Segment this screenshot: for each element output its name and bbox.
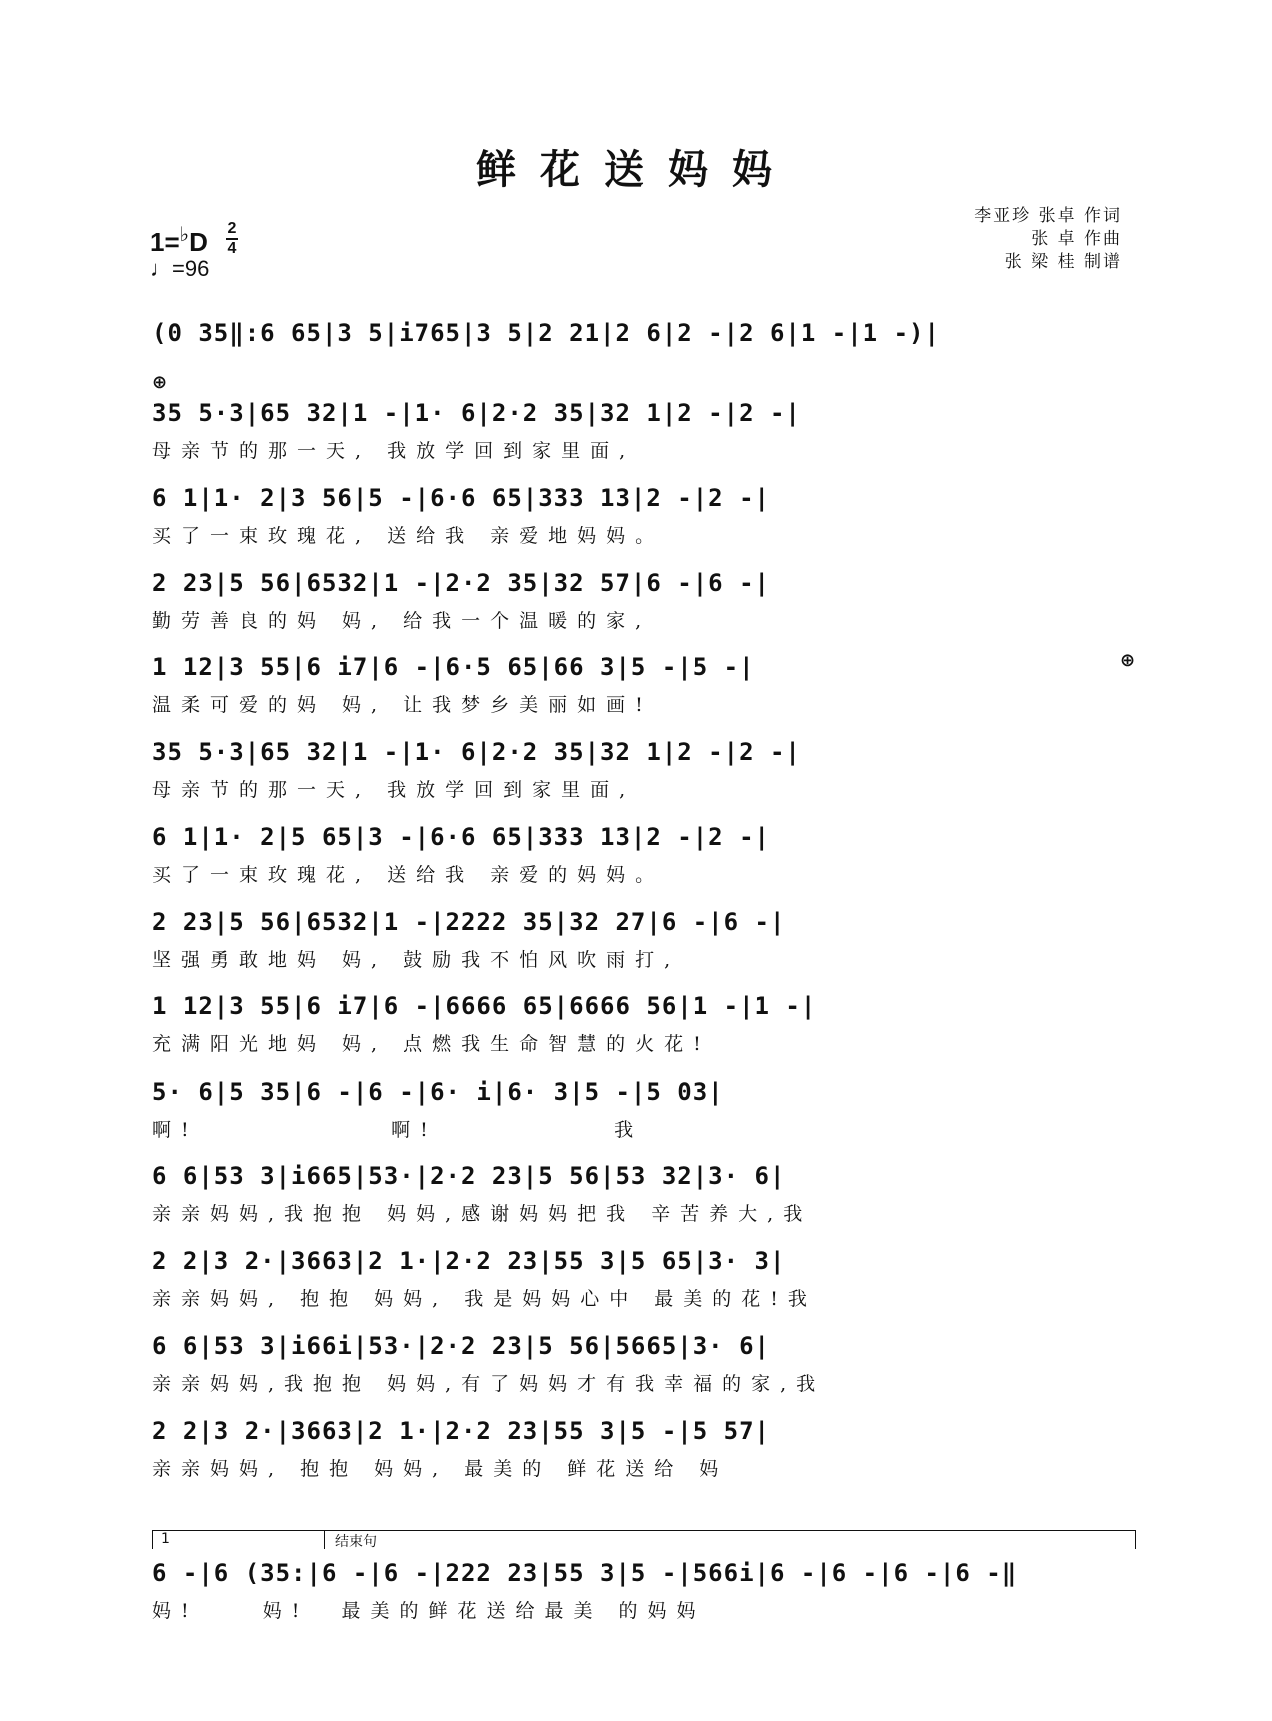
lyrics-line: 买了一束玫瑰花, 送给我 亲爱地妈妈。 bbox=[152, 525, 665, 547]
notation-line: 35 5·3|65 32|1 -|1· 6|2·2 35|32 1|2 -|2 -| bbox=[152, 399, 801, 427]
lyrics-line: 母亲节的那一天, 我放学回到家里面, bbox=[152, 779, 636, 801]
notation-line: 6 1|1· 2|3 56|5 -|6·6 65|333 13|2 -|2 -| bbox=[152, 484, 770, 512]
notation-line: 1 12|3 55|6 i7|6 -|6·5 65|66 3|5 -|5 -| bbox=[152, 653, 755, 681]
notation-line: 5· 6|5 35|6 -|6 -|6· i|6· 3|5 -|5 03| bbox=[152, 1078, 724, 1106]
key-prefix: 1= bbox=[150, 227, 180, 257]
lyrics-line: 充满阳光地妈 妈, 点燃我生命智慧的火花! bbox=[152, 1033, 711, 1055]
system bbox=[152, 816, 1127, 896]
lyrics-line: 勤劳善良的妈 妈, 给我一个温暖的家, bbox=[152, 610, 652, 632]
lyrics-line: 坚强勇敢地妈 妈, 鼓励我不怕风吹雨打, bbox=[152, 949, 681, 971]
system bbox=[152, 1325, 1127, 1405]
lyrics-line: 亲亲妈妈,我抱抱 妈妈,有了妈妈才有我幸福的家,我 bbox=[152, 1373, 826, 1395]
notation-line: 35 5·3|65 32|1 -|1· 6|2·2 35|32 1|2 -|2 -| bbox=[152, 738, 801, 766]
tempo-marking: ♩=96 bbox=[150, 256, 210, 281]
lyrics-line: 亲亲妈妈, 抱抱 妈妈, 最美的 鲜花送给 妈 bbox=[152, 1458, 729, 1480]
credits bbox=[974, 205, 1122, 274]
meter-bottom: 4 bbox=[227, 240, 237, 257]
time-signature bbox=[226, 221, 238, 257]
notation-line: 6 1|1· 2|5 65|3 -|6·6 65|333 13|2 -|2 -| bbox=[152, 823, 770, 851]
notation-line: 1 12|3 55|6 i7|6 -|6666 65|6666 56|1 -|1 -| bbox=[152, 992, 817, 1020]
meter-top: 2 bbox=[227, 220, 237, 237]
notation-line: 6 -|6 (35:|6 -|6 -|222 23|55 3|5 -|566i|6 -|6 -|6 -|6 -‖ bbox=[152, 1559, 1018, 1587]
coda-sign: ⊕ bbox=[152, 372, 168, 393]
system bbox=[152, 477, 1127, 557]
system bbox=[152, 312, 1127, 392]
system bbox=[152, 392, 1127, 472]
system bbox=[152, 985, 1127, 1065]
lyrics-line: 啊! 啊! 我 bbox=[152, 1119, 644, 1141]
lyrics-line: 母亲节的那一天, 我放学回到家里面, bbox=[152, 440, 636, 462]
notation-line: (0 35‖:6 65|3 5|i765|3 5|2 21|2 6|2 -|2 6|1 -|1 -)| bbox=[152, 319, 940, 347]
notation-line: 6 6|53 3|i665|53·|2·2 23|5 56|53 32|3· 6| bbox=[152, 1162, 786, 1190]
arranger-credit: 张 梁 桂 制谱 bbox=[1004, 252, 1122, 272]
lyrics-line: 亲亲妈妈, 抱抱 妈妈, 我是妈妈心中 最美的花!我 bbox=[152, 1288, 817, 1310]
system bbox=[152, 1071, 1127, 1151]
lyrics-line: 买了一束玫瑰花, 送给我 亲爱的妈妈。 bbox=[152, 864, 665, 886]
system bbox=[152, 646, 1127, 726]
final-ending-label: 结束句 bbox=[324, 1530, 1136, 1549]
system bbox=[152, 562, 1127, 642]
key-signature bbox=[150, 222, 208, 258]
notation-line: 2 2|3 2·|3663|2 1·|2·2 23|55 3|5 -|5 57| bbox=[152, 1417, 770, 1445]
notation-line: 6 6|53 3|i66i|53·|2·2 23|5 56|5665|3· 6| bbox=[152, 1332, 770, 1360]
coda-sign: ⊕ bbox=[1120, 650, 1136, 671]
system bbox=[152, 1552, 1127, 1632]
notation-line: 2 23|5 56|6532|1 -|2·2 35|32 57|6 -|6 -| bbox=[152, 569, 770, 597]
system bbox=[152, 731, 1127, 811]
system bbox=[152, 1240, 1127, 1320]
notation-line: 2 2|3 2·|3663|2 1·|2·2 23|55 3|5 65|3· 3| bbox=[152, 1247, 786, 1275]
notation-line: 2 23|5 56|6532|1 -|2222 35|32 27|6 -|6 -| bbox=[152, 908, 786, 936]
lyrics-line: 亲亲妈妈,我抱抱 妈妈,感谢妈妈把我 辛苦养大,我 bbox=[152, 1203, 813, 1225]
lyricist-credit: 李亚珍 张卓 作词 bbox=[974, 206, 1122, 226]
system bbox=[152, 901, 1127, 981]
lyrics-line: 妈! 妈! 最美的鲜花送给最美 的妈妈 bbox=[152, 1600, 706, 1622]
system bbox=[152, 1410, 1127, 1490]
ending-brackets bbox=[152, 1530, 1127, 1550]
lyrics-line: 温柔可爱的妈 妈, 让我梦乡美丽如画! bbox=[152, 694, 653, 716]
system bbox=[152, 1155, 1127, 1235]
flat-sign: ♭ bbox=[179, 224, 190, 246]
first-ending-label: 1 bbox=[152, 1530, 326, 1549]
key-note: D bbox=[189, 227, 208, 257]
song-title: 鲜花送妈妈 bbox=[476, 146, 796, 193]
composer-credit: 张 卓 作曲 bbox=[1031, 229, 1122, 249]
